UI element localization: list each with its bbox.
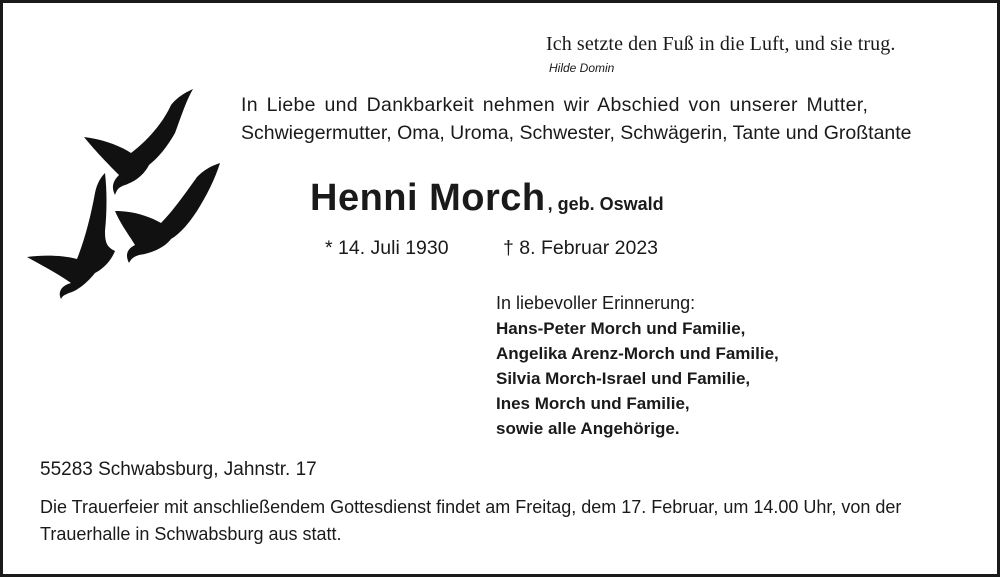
mourners-block xyxy=(496,291,779,441)
intro-text xyxy=(241,91,981,147)
flying-birds-icon xyxy=(21,87,231,302)
mourner-item: Angelika Arenz-Morch und Familie, xyxy=(496,344,779,363)
intro-line-1: In Liebe und Dankbarkeit nehmen wir Abschied von unserer Mutter, xyxy=(241,94,869,116)
deceased-name-line xyxy=(310,177,664,220)
funeral-notice: Die Trauerfeier mit anschließendem Gottesdienst findet am Freitag, dem 17. Februar, um 14.00 Uhr, von der Trauerhalle in Schwabsburg aus statt. xyxy=(40,497,902,544)
birth-name: , geb. Oswald xyxy=(547,194,664,214)
death-date: † 8. Februar 2023 xyxy=(503,237,659,259)
mourner-item: Ines Morch und Familie, xyxy=(496,394,690,413)
mourner-item: Hans-Peter Morch und Familie, xyxy=(496,319,746,338)
mourner-item: sowie alle Angehörige. xyxy=(496,419,680,438)
mourner-item: Silvia Morch-Israel und Familie, xyxy=(496,369,751,388)
intro-line-2: Schwiegermutter, Oma, Uroma, Schwester, Schwägerin, Tante und Großtante xyxy=(241,122,912,144)
deceased-name: Henni Morch xyxy=(310,177,546,219)
address: 55283 Schwabsburg, Jahnstr. 17 xyxy=(40,459,317,480)
birth-date: * 14. Juli 1930 xyxy=(325,237,449,259)
quote-text: Ich setzte den Fuß in die Luft, und sie trug. xyxy=(546,33,896,55)
mourners-heading: In liebevoller Erinnerung: xyxy=(496,293,696,313)
quote-author: Hilde Domin xyxy=(549,61,615,75)
bird-bottom-icon xyxy=(27,173,115,299)
